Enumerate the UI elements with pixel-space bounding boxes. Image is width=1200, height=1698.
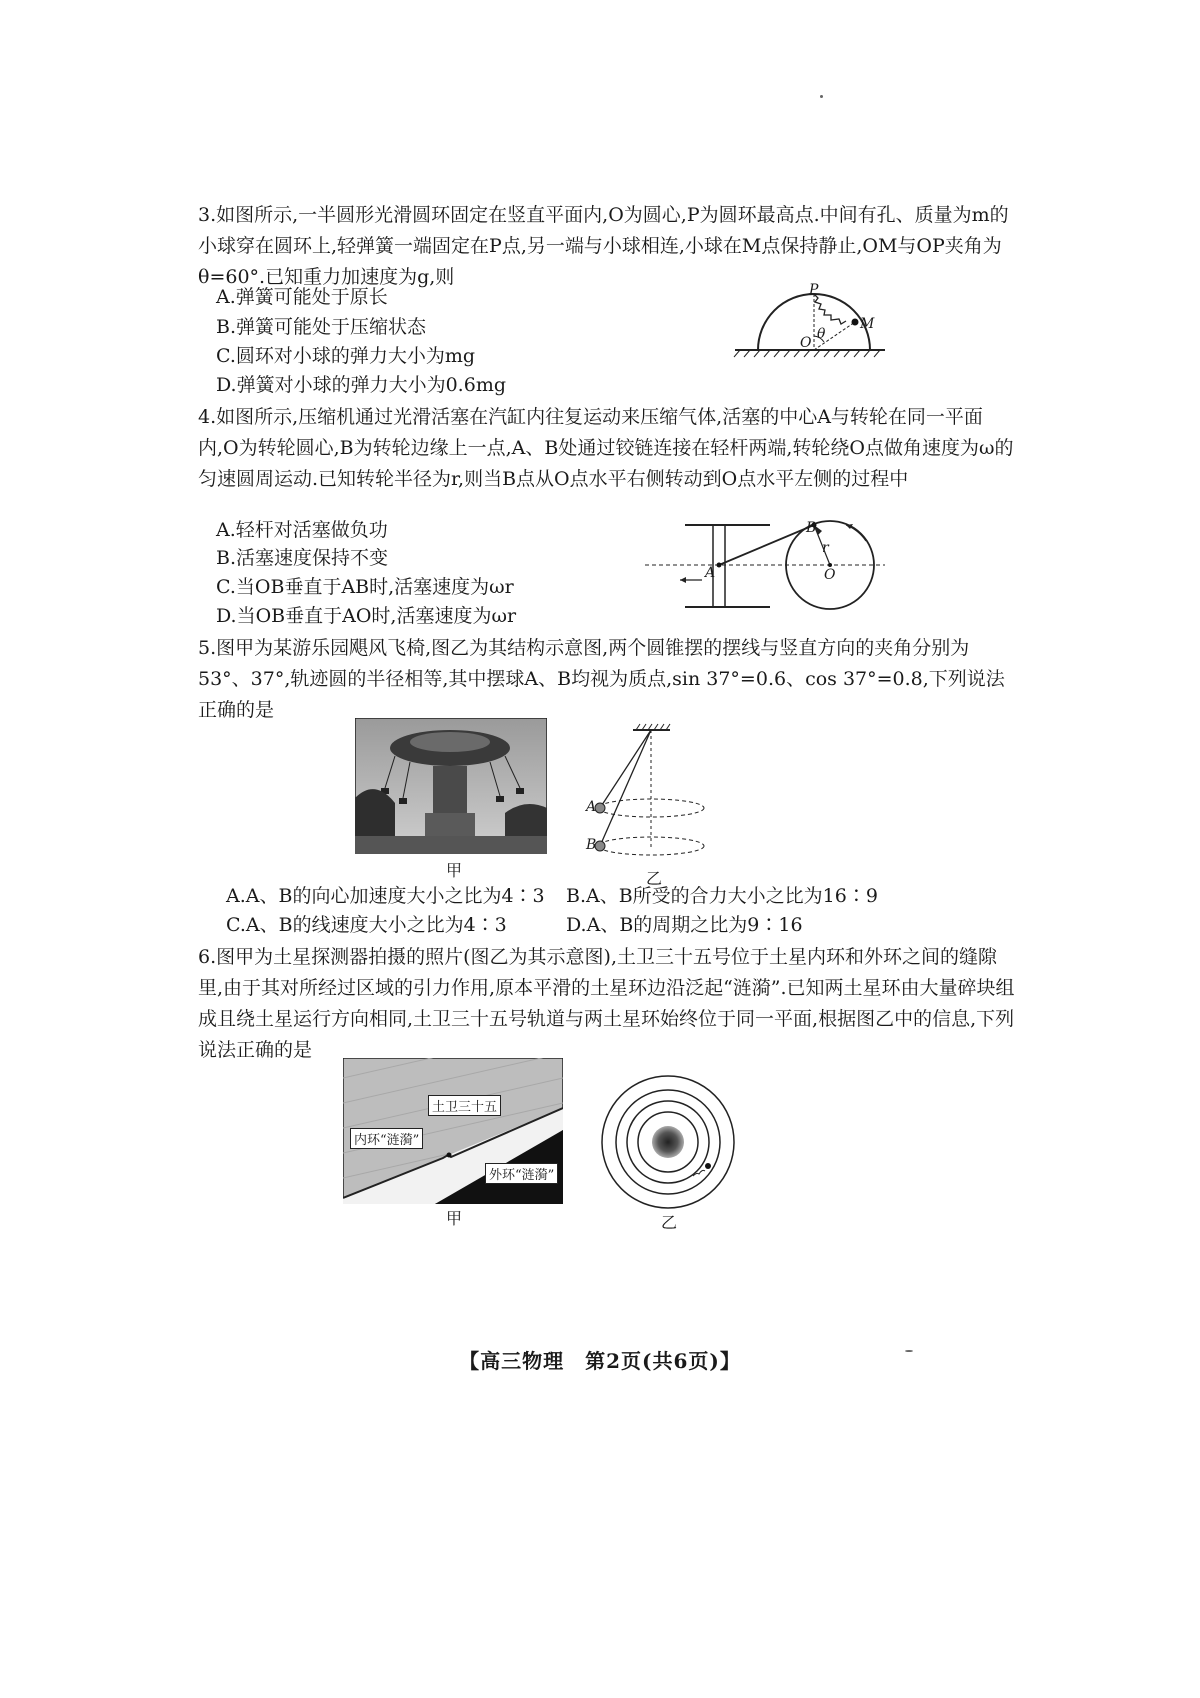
q3-label-theta: θ [817, 326, 826, 342]
q4-compressor-figure [640, 515, 890, 615]
q4-label-r: r [822, 540, 829, 556]
scan-speck [905, 1350, 913, 1352]
q5-caption-jia: 甲 [446, 861, 463, 880]
question-5-text: 5.图甲为某游乐园飓风飞椅,图乙为其结构示意图,两个圆锥摆的摆线与竖直方向的夹角分别为53°、37°,轨迹圆的半径相等,其中摆球A、B均视为质点,sin 37°=0.6、cos 37°=0.8,下列说法正确的是 [198, 637, 1005, 721]
q6-caption-yi: 乙 [661, 1213, 678, 1232]
q4-label-o: O [824, 567, 836, 583]
page-footer: 【高三物理 第2页(共6页)】 [459, 1349, 741, 1373]
q5-label-b: B [586, 837, 597, 853]
q5-option-d[interactable]: D.A、B的周期之比为9∶16 [566, 914, 803, 936]
q5-label-a: A [586, 799, 597, 815]
q3-option-d[interactable]: D.弹簧对小球的弹力大小为0.6mg [216, 374, 506, 396]
q5-option-a[interactable]: A.A、B的向心加速度大小之比为4∶3 [226, 885, 545, 907]
q4-option-a[interactable]: A.轻杆对活塞做负功 [216, 519, 388, 541]
scan-speck [820, 95, 823, 98]
q6-caption-jia: 甲 [446, 1209, 463, 1228]
q3-label-m: M [860, 316, 875, 332]
q3-option-b[interactable]: B.弹簧可能处于压缩状态 [216, 316, 427, 338]
q5-conical-pendulum-figure [578, 722, 728, 862]
q6-label-inner-ripple: 内环“涟漪” [350, 1128, 423, 1149]
q4-label-a: A [705, 565, 716, 581]
question-4-text: 4.如图所示,压缩机通过光滑活塞在汽缸内往复运动来压缩气体,活塞的中心A与转轮在同一平面内,O为转轮圆心,B为转轮边缘上一点,A、B处通过铰链连接在轻杆两端,转轮绕O点做角速度为ω的匀速圆周运动.已知转轮半径为r,则当B点从O点水平右侧转动到O点水平左侧的过程中 [198, 406, 1014, 490]
q4-label-b: B [806, 520, 817, 536]
q5-caption-yi: 乙 [646, 869, 663, 888]
q6-label-outer-ripple: 外环“涟漪” [485, 1163, 558, 1184]
q3-option-a[interactable]: A.弹簧可能处于原长 [216, 286, 388, 308]
q4-option-d[interactable]: D.当OB垂直于AO时,活塞速度为ωr [216, 605, 517, 627]
q6-label-moon: 土卫三十五 [428, 1095, 501, 1116]
q4-option-b[interactable]: B.活塞速度保持不变 [216, 547, 389, 569]
question-6-text: 6.图甲为土星探测器拍摄的照片(图乙为其示意图),土卫三十五号位于土星内环和外环之间的缝隙里,由于其对所经过区域的引力作用,原本平滑的土星环边沿泛起“涟漪”.已知两土星环由大量碎块组成且绕土星运行方向相同,土卫三十五号轨道与两土星环始终位于同一平面,根据图乙中的信息,下列说法正确的是 [198, 946, 1015, 1061]
q4-option-c[interactable]: C.当OB垂直于AB时,活塞速度为ωr [216, 576, 514, 598]
question-6-stem [198, 942, 1018, 1066]
question-5-stem [198, 633, 1018, 726]
q5-option-b[interactable]: B.A、B所受的合力大小之比为16∶9 [566, 885, 878, 907]
question-4-stem [198, 402, 1018, 495]
q3-option-c[interactable]: C.圆环对小球的弹力大小为mg [216, 345, 476, 367]
q3-label-o: O [800, 335, 812, 351]
question-3-stem [198, 200, 1018, 293]
q5-swing-ride-photo [355, 718, 547, 854]
q6-saturn-diagram [598, 1072, 738, 1212]
q5-option-c[interactable]: C.A、B的线速度大小之比为4∶3 [226, 914, 507, 936]
question-3-text: 3.如图所示,一半圆形光滑圆环固定在竖直平面内,O为圆心,P为圆环最高点.中间有孔、质量为m的小球穿在圆环上,轻弹簧一端固定在P点,另一端与小球相连,小球在M点保持静止,OM与OP夹角为θ=60°.已知重力加速度为g,则 [198, 204, 1009, 288]
q3-label-p: P [809, 282, 819, 298]
